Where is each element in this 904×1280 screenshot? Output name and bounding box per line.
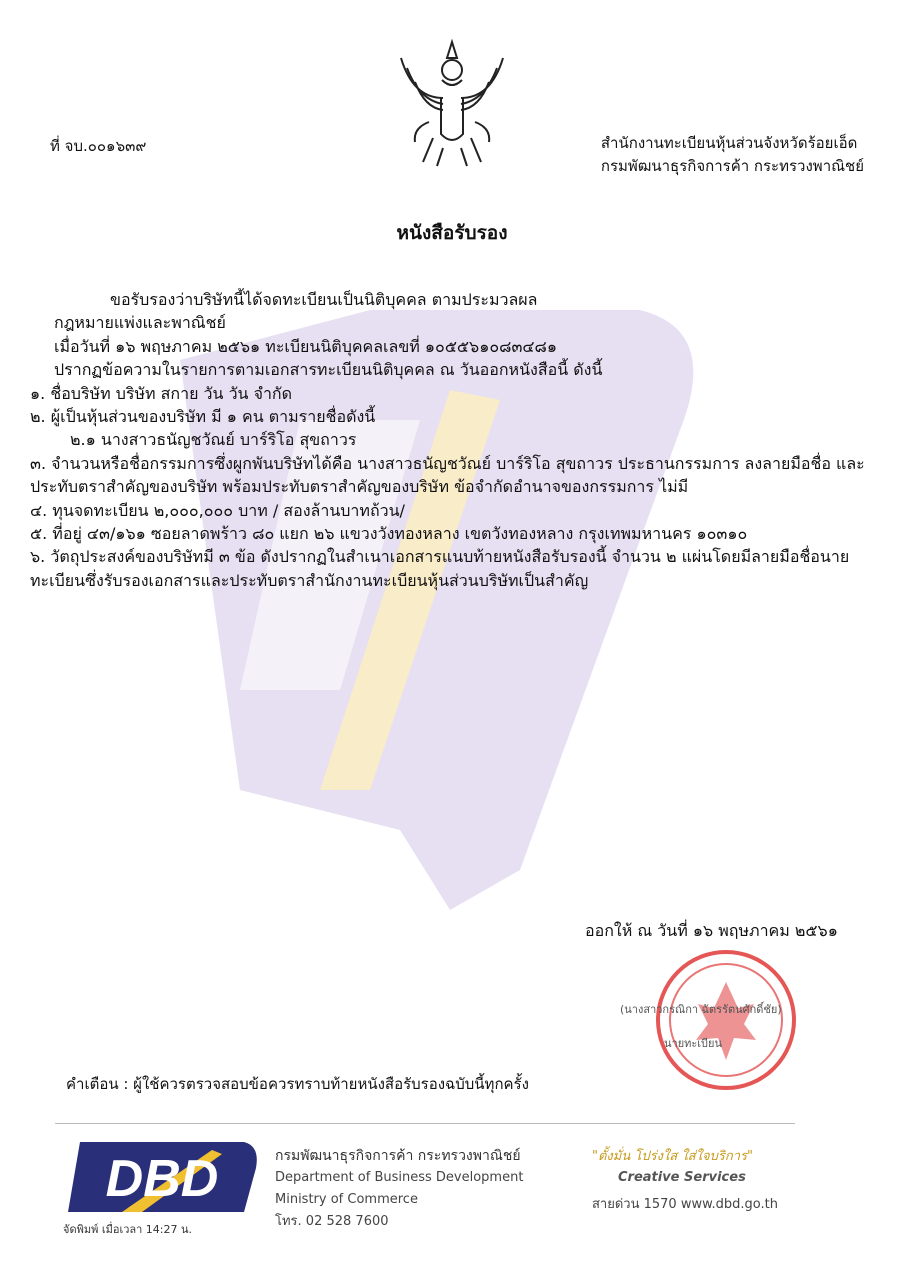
list-item-directors: ๓. จำนวนหรือชื่อกรรมการซึ่งผูกพันบริษัทได้คือ นางสาวธนัญชวัณย์ บาร์ริโอ สุขถาวร ประธานกรรมการ ลงลายมือชื่อ และประทับตราสำคัญของบริษัท พร้อมประทับตราสำคัญของบริษัท ข้อจำกัดอำนาจของกรรมการ ไม่มี bbox=[30, 453, 865, 497]
registration-statement: ปรากฏข้อความในรายการตามเอกสารทะเบียนนิติบุคคล ณ วันออกหนังสือนี้ ดังนี้ bbox=[54, 360, 603, 380]
list-item-partners: ๒. ผู้เป็นหุ้นส่วนของบริษัท มี ๑ คน ตามรายชื่อดังนี้ bbox=[30, 407, 376, 427]
ministry-name: กรมพัฒนาธุรกิจการค้า กระทรวงพาณิชย์ bbox=[600, 157, 864, 175]
office-name: สำนักงานทะเบียนหุ้นส่วนจังหวัดร้อยเอ็ด bbox=[600, 134, 858, 152]
slogan: "ตั้งมั่น โปร่งใส ใส่ใจบริการ" bbox=[592, 1149, 753, 1164]
logo-text: DBD bbox=[105, 1150, 219, 1208]
list-item-capital: ๔. ทุนจดทะเบียน ๒,๐๐๐,๐๐๐ บาท / สองล้านบาทถ้วน/ bbox=[30, 500, 405, 520]
page-title: หนังสือรับรอง bbox=[396, 222, 508, 244]
registration-date: เมื่อวันที่ ๑๖ พฤษภาคม ๒๕๖๑ ทะเบียนนิติบุคคลเลขที่ ๑๐๕๕๖๑๐๘๓๔๘๑ bbox=[54, 336, 558, 356]
registrar-signature-block bbox=[620, 1000, 830, 1052]
creative-services: Creative Services bbox=[618, 1170, 746, 1185]
ministry-english: Ministry of Commerce bbox=[275, 1192, 418, 1207]
hotline-website: สายด่วน 1570 www.dbd.go.th bbox=[592, 1197, 778, 1212]
department-info bbox=[275, 1145, 523, 1233]
department-thai: กรมพัฒนาธุรกิจการค้า กระทรวงพาณิชย์ bbox=[275, 1148, 521, 1164]
registrar-name: (นางสาวกรณิกา ฉัตรรัตนศักดิ์ชัย) bbox=[620, 1003, 782, 1016]
issuing-office bbox=[601, 132, 864, 178]
document-number: ที่ จบ.๐๐๑๖๓๙ bbox=[50, 137, 147, 155]
list-item-address: ๕. ที่อยู่ ๔๓/๑๖๑ ซอยลาดพร้าว ๘๐ แยก ๒๖ แขวงวังทองหลาง เขตวังทองหลาง กรุงเทพมหานคร ๑๐๓๑๐ bbox=[30, 524, 748, 544]
certify-law: กฎหมายแพ่งและพาณิชย์ bbox=[54, 313, 226, 333]
issue-date: ออกให้ ณ วันที่ ๑๖ พฤษภาคม ๒๕๖๑ bbox=[585, 921, 838, 940]
phone-number: โทร. 02 528 7600 bbox=[275, 1214, 389, 1229]
list-item-partner-1: ๒.๑ นางสาวธนัญชวัณย์ บาร์ริโอ สุขถาวร bbox=[70, 430, 357, 450]
dbd-logo-icon bbox=[62, 1132, 262, 1218]
list-item-company-name: ๑. ชื่อบริษัท บริษัท สกาย วัน วัน จำกัด bbox=[30, 383, 293, 403]
certify-intro: ขอรับรองว่าบริษัทนี้ได้จดทะเบียนเป็นนิติบุคคล ตามประมวลผล bbox=[110, 290, 538, 309]
warning-note: คำเตือน : ผู้ใช้ควรตรวจสอบข้อควรทราบท้ายหนังสือรับรองฉบับนี้ทุกครั้ง bbox=[66, 1075, 529, 1093]
certificate-body bbox=[30, 288, 880, 592]
footer-divider bbox=[55, 1123, 795, 1124]
garuda-emblem-icon bbox=[393, 38, 511, 170]
printed-time: จัดพิมพ์ เมื่อเวลา 14:27 น. bbox=[63, 1223, 193, 1236]
list-item-objectives: ๖. วัตถุประสงค์ของบริษัทมี ๓ ข้อ ดังปรากฏในสำเนาเอกสารแนบท้ายหนังสือรับรองนี้ จำนวน ๒ แผ่นโดยมีลายมือชื่อนายทะเบียนซึ่งรับรองเอกสารและประทับตราสำนักงานทะเบียนหุ้นส่วนบริษัทเป็นสำคัญ bbox=[30, 547, 850, 590]
registrar-position: นายทะเบียน bbox=[664, 1037, 723, 1050]
department-english: Department of Business Development bbox=[275, 1170, 524, 1185]
